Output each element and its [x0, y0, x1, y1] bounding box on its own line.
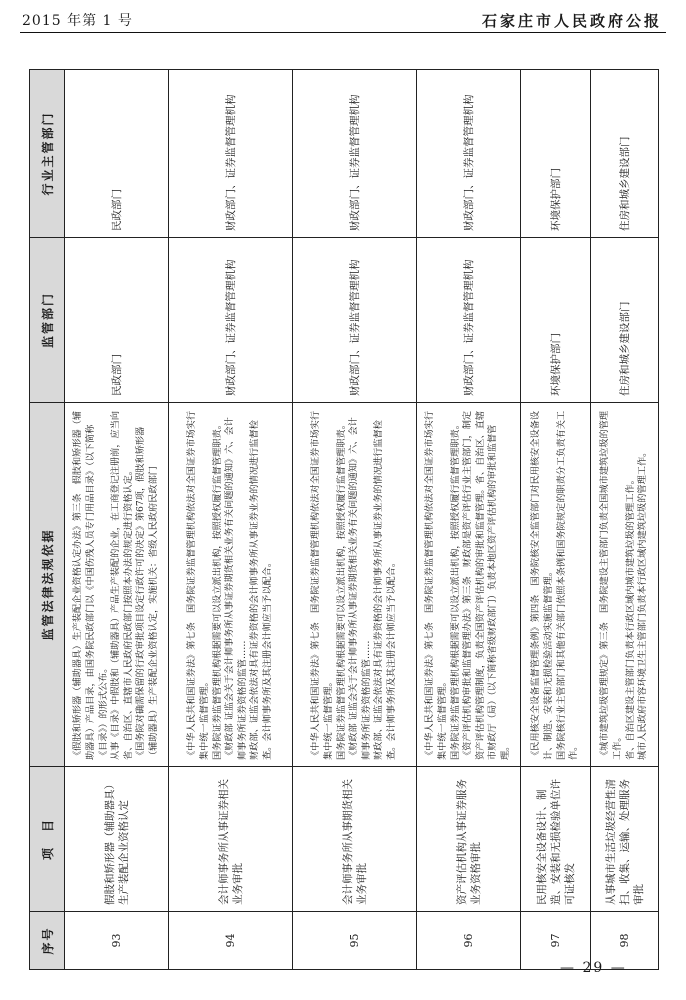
column-header-number: 序号 [30, 912, 65, 970]
legal-basis-paragraph: 《中华人民共和国证券法》第七条 国务院证券监督管理机构依法对全国证券市场实行集中统一监督管理。 [424, 410, 449, 760]
supervision-table [29, 69, 659, 970]
row-item: 假肢和矫形器（辅助器具）生产装配企业资格认定 [65, 767, 169, 912]
legal-basis-paragraph: 《民用核安全设备监督管理条例》第四条 国务院核安全监管部门对民用核安全设备设计、制造、安装和无损检验活动实施监督管理。 [530, 410, 554, 760]
row-supervisor: 民政部门 [65, 238, 169, 403]
table-row [293, 70, 417, 970]
row-number: 98 [591, 912, 659, 970]
legal-basis-paragraph: 《资产评估机构审批和监督管理办法》第三条 财政部是资产评估行业主管部门，制定资产评估机构管理制度，负责全国资产评估机构的审批和监督管理。省、自治区、直辖市财政厅（局）（以下简称省级财政部门）负责本地区资产评估机构的审批和监督管理。 [462, 410, 511, 760]
legal-basis-paragraph: 国务院证券监督管理机构根据需要可以设立派出机构，按照授权履行监督管理职责。 [211, 420, 223, 760]
row-item: 资产评估机构从事证券服务业务资格审批 [417, 767, 521, 912]
table-row [521, 70, 591, 970]
table-row [417, 70, 521, 970]
row-number: 97 [521, 912, 591, 970]
legal-basis-paragraph: 财政部、证监会依法对具有证券资格的会计师事务所从事证券业务的情况进行监督检查。会计师事务所及其注册会计师应当予以配合。 [249, 420, 273, 760]
legal-basis-paragraph: 《财政部 证监会关于会计师事务所从事证券期货相关业务有关问题的通知》六、会计师事务所证券资格的监管…… [348, 417, 372, 760]
row-number: 93 [65, 912, 169, 970]
row-legal-basis [65, 403, 169, 767]
legal-basis-paragraph: 省、自治区建设主管部门负责本行政区域内城市建筑垃圾的管理工作。 [624, 475, 636, 760]
legal-basis-paragraph: 《中华人民共和国证券法》第七条 国务院证券监督管理机构依法对全国证券市场实行集中统一监督管理。 [186, 410, 211, 760]
row-legal-basis [591, 403, 659, 767]
legal-basis-paragraph: 国务院证券监督管理机构根据需要可以设立派出机构，按照授权履行监督管理职责。 [335, 420, 347, 760]
legal-basis-paragraph: 《假肢和矫形器（辅助器具）生产装配企业资格认定办法》第三条 假肢和矫形器（辅助器具）产品目录，由国务院民政部门以《中国伤残人员专门用品目录》（以下简称《目录》）的形式公布。 [72, 410, 109, 760]
publication-title: 石家庄市人民政府公报 [481, 12, 662, 30]
row-authority: 住房和城乡建设部门 [591, 70, 659, 238]
row-item: 民用核安全设备设计、制造、安装和无损检验单位许可证核发 [521, 767, 591, 912]
row-legal-basis [169, 403, 293, 767]
row-authority: 财政部门、证券监督管理机构 [293, 70, 417, 238]
column-header-supervisor: 监管部门 [30, 238, 65, 403]
legal-basis-paragraph: 《国务院对确需保留的行政审批项目设定行政许可的决定》第67项，假肢和矫形器（辅助器具）生产装配企业资格认定，实施机关：省级人民政府民政部门 [135, 426, 159, 760]
row-legal-basis [417, 403, 521, 767]
row-supervisor: 财政部门、证券监督管理机构 [417, 238, 521, 403]
row-authority: 民政部门 [65, 70, 169, 238]
legal-basis-paragraph: 从事《目录》中假肢和（辅助器具）产品生产装配的企业，在工商登记注册前，应当向省、自治区、直辖市人民政府民政部门按照本办法的规定进行资格认定。 [110, 410, 134, 760]
header-rule [20, 32, 666, 33]
row-supervisor: 财政部门、证券监督管理机构 [293, 238, 417, 403]
row-item: 会计师事务所从事证券相关业务审批 [169, 767, 293, 912]
row-number: 95 [293, 912, 417, 970]
row-supervisor: 财政部门、证券监督管理机构 [169, 238, 293, 403]
legal-basis-paragraph: 国务院证券监督管理机构根据需要可以设立派出机构，按照授权履行监督管理职责。 [449, 420, 461, 760]
table-row [169, 70, 293, 970]
row-number: 94 [169, 912, 293, 970]
rotated-table-wrapper [29, 70, 657, 970]
legal-basis-paragraph: 《中华人民共和国证券法》第七条 国务院证券监督管理机构依法对全国证券市场实行集中统一监督管理。 [310, 410, 335, 760]
legal-basis-paragraph: 《财政部 证监会关于会计师事务所从事证券期货相关业务有关问题的通知》六、会计师事务所证券资格的监管…… [224, 417, 248, 760]
legal-basis-paragraph: 《城市建筑垃圾管理规定》第三条 国务院建设主管部门负责全国城市建筑垃圾的管理工作。 [599, 410, 623, 760]
row-legal-basis [293, 403, 417, 767]
table-row [65, 70, 169, 970]
column-header-authority: 行业主管部门 [30, 70, 65, 238]
column-header-legal-basis: 监管法律法规依据 [30, 403, 65, 767]
page-number: — 29 — [560, 960, 627, 976]
row-legal-basis [521, 403, 591, 767]
table-header-row [30, 70, 65, 970]
row-item: 从事城市生活垃圾经营性清扫、收集、运输、处理服务审批 [591, 767, 659, 912]
table-row [591, 70, 659, 970]
legal-basis-paragraph: 财政部、证监会依法对具有证券资格的会计师事务所从事证券业务的情况进行监督检查。会计师事务所及其注册会计师应当予以配合。 [373, 420, 397, 760]
legal-basis-paragraph: 国务院核行业主管部门和其他有关部门依照本条例和国务院规定的职责分工负责有关工作。 [555, 410, 580, 760]
legal-basis-paragraph: 城市人民政府市容环境卫生主管部门负责本行政区域内建筑垃圾的管理工作。 [637, 447, 649, 760]
row-authority: 财政部门、证券监督管理机构 [169, 70, 293, 238]
row-authority: 财政部门、证券监督管理机构 [417, 70, 521, 238]
column-header-item: 项 目 [30, 767, 65, 912]
row-supervisor: 环境保护部门 [521, 238, 591, 403]
issue-number: 2015 年第 1 号 [22, 13, 133, 29]
row-authority: 环境保护部门 [521, 70, 591, 238]
row-supervisor: 住房和城乡建设部门 [591, 238, 659, 403]
row-number: 96 [417, 912, 521, 970]
row-item: 会计师事务所从事期货相关业务审批 [293, 767, 417, 912]
